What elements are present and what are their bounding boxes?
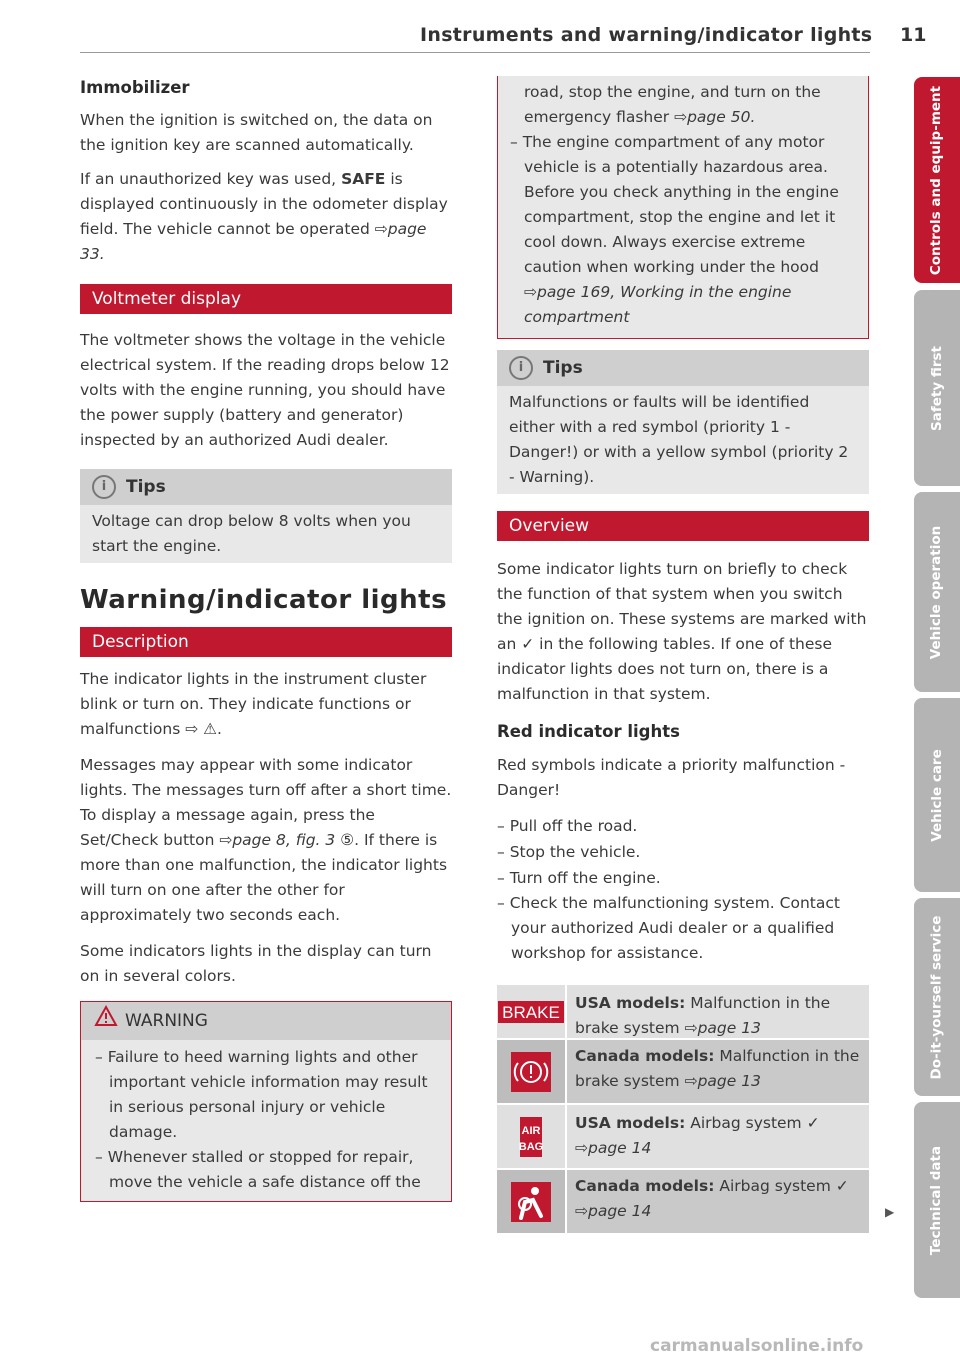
description-paragraph-3: Some indicators lights in the display can turn on in several colors. [80, 942, 432, 985]
warning-item-text: Failure to heed warning lights and other important vehicle information may result in serious personal injury or vehicle damage. [107, 1048, 428, 1141]
table-cell [567, 1170, 869, 1233]
immobilizer-paragraph-1: When the ignition is switched on, the data on the ignition key are scanned automatically. [80, 111, 433, 154]
side-tabs [914, 0, 960, 1361]
page-reference-link[interactable]: ⇨page 14 [575, 1202, 652, 1220]
warning-list [81, 1040, 451, 1201]
page-reference-link[interactable]: ⇨page 13 [684, 1072, 761, 1090]
red-indicator-paragraph: Red symbols indicate a priority malfunction - Danger! [497, 756, 846, 799]
warning-header [81, 1002, 451, 1040]
page-reference-link[interactable]: ⇨page 13 [684, 1019, 761, 1037]
step-text: Pull off the road. [509, 817, 638, 835]
model-label: USA models: [575, 994, 686, 1012]
checkmark-icon: ✓ [806, 1114, 820, 1132]
row-text: Malfunction in the brake system [575, 1047, 860, 1090]
table-row [497, 985, 869, 1040]
table-cell [567, 1105, 869, 1168]
warning-box [80, 1001, 452, 1202]
brake-circle-indicator-icon [497, 1040, 567, 1103]
immobilizer-paragraph-2 [80, 167, 452, 267]
callout-number: ⑤ [340, 831, 355, 849]
warning-triangle-icon [95, 1002, 117, 1040]
text-fragment: Messages may appear with some indicator lights. The messages turn off after a short time. To display a message again, press the Set/Check button [80, 756, 452, 849]
table-cell [567, 1040, 869, 1103]
airbag-icon-label: AIR [521, 1124, 541, 1137]
tab-label: Safety first [928, 345, 945, 431]
model-label: USA models: [575, 1114, 686, 1132]
page-reference-link[interactable]: ⇨page 8, fig. 3 [219, 831, 336, 849]
info-icon: i [509, 356, 533, 380]
model-label: Canada models: [575, 1177, 715, 1195]
airbag-indicator-icon [497, 1105, 567, 1168]
checkmark-icon: ✓ [835, 1177, 849, 1195]
tab-label: Controls and equip-ment [928, 85, 945, 275]
voltmeter-paragraph: The voltmeter shows the voltage in the vehicle electrical system. If the reading drops below 12 volts with the engine running, you should have the power supply (battery and generator) inspected by an authorized Audi dealer. [80, 331, 450, 449]
model-label: Canada models: [575, 1047, 715, 1065]
table-cell [567, 985, 869, 1038]
warning-box-continued [497, 76, 869, 339]
table-row [497, 1105, 869, 1170]
tab-do-it-yourself-service[interactable] [914, 898, 960, 1096]
continue-arrow-icon: ▶ [885, 1205, 895, 1219]
tips-box-voltage [80, 469, 452, 563]
page-reference-link[interactable]: ⇨page 14 [575, 1139, 652, 1157]
tips-label: Tips [126, 477, 166, 497]
page-reference-link[interactable]: ⇨page 33. [80, 220, 427, 263]
steps-list [497, 813, 869, 966]
brake-indicator-icon [497, 985, 567, 1038]
row-text: Airbag system [719, 1177, 831, 1195]
safe-keyword: SAFE [341, 170, 386, 188]
step-item: – Turn off the engine. [497, 869, 661, 887]
tips-header [80, 469, 452, 505]
step-text: Check the malfunctioning system. Contact your authorized Audi dealer or a qualified workshop for assistance. [509, 894, 840, 962]
voltmeter-section-bar: Voltmeter display [80, 284, 452, 314]
row-text: Malfunction in the brake system [575, 994, 831, 1037]
brake-icon-label: BRAKE [502, 1002, 560, 1022]
left-column [80, 76, 452, 1202]
warning-item-text: Whenever stalled or stopped for repair, move the vehicle a safe distance off the [107, 1148, 421, 1191]
tab-label: Do-it-yourself service [928, 915, 945, 1079]
step-text: Stop the vehicle. [509, 843, 641, 861]
running-header-title: Instruments and warning/indicator lights [420, 24, 873, 46]
tab-label: Vehicle care [928, 748, 945, 842]
overview-paragraph: Some indicator lights turn on briefly to check the function of that system when you switch the ignition on. These systems are marked with an ✓ in the following tables. If one of these indicator lights does not turn on, there is a malfunction in that system. [497, 560, 867, 703]
step-text: Turn off the engine. [509, 869, 661, 887]
text-fragment: If an unauthorized key was used, [80, 170, 337, 188]
tips-text: Malfunctions or faults will be identified either with a red symbol (priority 1 - Danger!) or with a yellow symbol (priority 2 - Warning). [509, 393, 849, 486]
tab-label: Technical data [928, 1145, 945, 1255]
warning-item: – The engine compartment of any motor vehicle is a potentially hazardous area. Before you check anything in the engine compartment, stop the engine and let it cool down. Always exercise extreme caution when working under the hood ⇨page 169, Working in the engine compartment [510, 133, 839, 326]
text-fragment: road, stop the engine, and turn on the emergency flasher [524, 83, 821, 126]
tab-vehicle-operation[interactable] [914, 492, 960, 692]
tips-label: Tips [543, 358, 583, 378]
page-reference-link[interactable]: ⇨page 50. [674, 108, 756, 126]
tips-text: Voltage can drop below 8 volts when you start the engine. [92, 512, 411, 555]
airbag-icon-label: BAG [518, 1140, 544, 1153]
warning-item-continued [510, 80, 856, 130]
warning-label: WARNING [125, 1011, 208, 1031]
footer-watermark: carmanualsonline.info [650, 1336, 864, 1356]
tab-technical-data[interactable] [914, 1102, 960, 1298]
red-indicator-heading: Red indicator lights [497, 722, 680, 741]
text-fragment: . If there is more than one malfunction, the indicator lights will turn on one after the other for approximately two seconds each. [80, 831, 448, 924]
right-column [497, 76, 869, 966]
section-heading-warning-lights: Warning/indicator lights [80, 585, 448, 615]
info-icon: i [92, 475, 116, 499]
step-item: – Stop the vehicle. [497, 843, 641, 861]
tab-label: Vehicle operation [928, 525, 945, 659]
warning-item: – Failure to heed warning lights and other important vehicle information may result in serious personal injury or vehicle damage. [95, 1048, 428, 1141]
tab-controls-and-equipment[interactable] [914, 77, 960, 283]
description-paragraph-2 [80, 753, 452, 928]
table-row [497, 1040, 869, 1105]
tips-box-malfunctions [497, 350, 869, 494]
tab-safety-first[interactable] [914, 290, 960, 486]
description-section-bar: Description [80, 627, 452, 657]
step-item: – Check the malfunctioning system. Contact your authorized Audi dealer or a qualified workshop for assistance. [497, 894, 840, 962]
page-reference-link[interactable]: ⇨page 169, Working in the engine compartment [524, 283, 792, 326]
header-rule [80, 52, 870, 53]
table-row [497, 1170, 869, 1235]
warning-item-text: The engine compartment of any motor vehicle is a potentially hazardous area. Before you check anything in the engine compartment, stop the engine and let it cool down. Always exercise extreme caution when working under the hood [522, 133, 839, 276]
immobilizer-heading: Immobilizer [80, 78, 190, 97]
warning-item: – Whenever stalled or stopped for repair, move the vehicle a safe distance off the [95, 1148, 421, 1191]
tab-vehicle-care[interactable] [914, 698, 960, 892]
overview-section-bar: Overview [497, 511, 869, 541]
step-item: – Pull off the road. [497, 817, 638, 835]
tips-header [497, 350, 869, 386]
seat-airbag-indicator-icon [497, 1170, 567, 1233]
row-text: Airbag system [690, 1114, 802, 1132]
indicator-table [497, 985, 869, 1235]
text-fragment: is displayed continuously in the odometer display field. The vehicle cannot be operated [80, 170, 448, 238]
page-number: 11 [900, 24, 927, 46]
description-paragraph-1: The indicator lights in the instrument cluster blink or turn on. They indicate functions or malfunctions ⇨ ⚠. [80, 670, 427, 738]
